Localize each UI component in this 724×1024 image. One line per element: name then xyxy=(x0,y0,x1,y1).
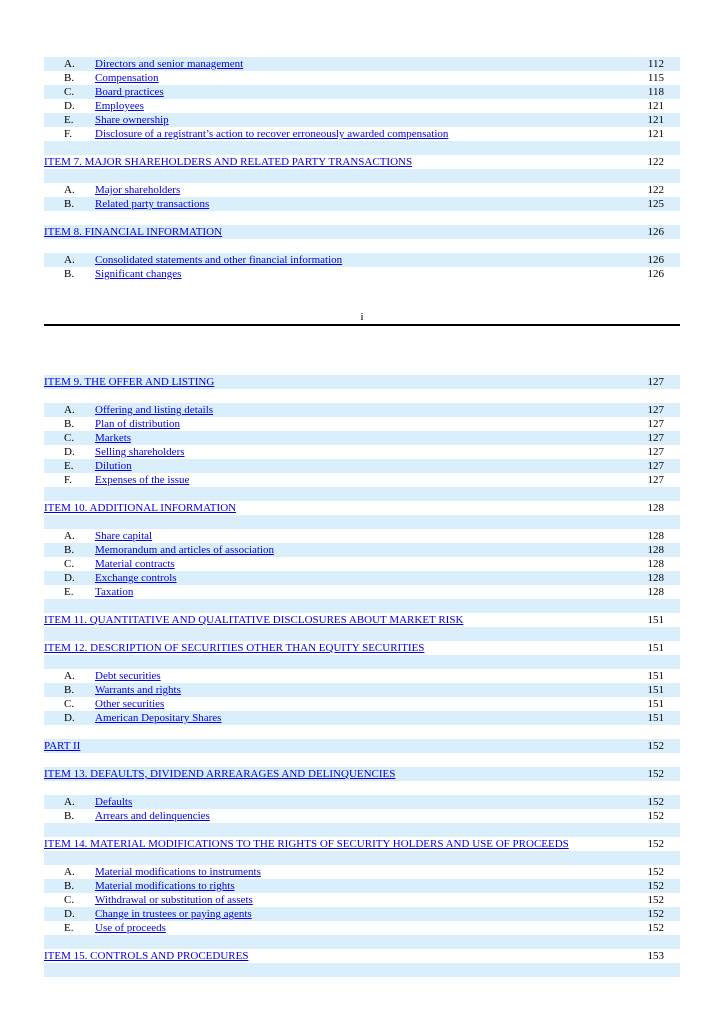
toc-subitem-row xyxy=(44,99,680,113)
toc-subitem-link[interactable]: Debt securities xyxy=(95,670,161,682)
toc-page-number: 127 xyxy=(647,418,664,430)
toc-spacer-row xyxy=(44,781,680,795)
toc-item-row xyxy=(44,837,680,851)
toc-page-number: 152 xyxy=(647,740,664,752)
toc-page-number: 126 xyxy=(647,226,664,238)
toc-subitem-link[interactable]: Compensation xyxy=(95,72,159,84)
toc-subitem-row xyxy=(44,669,680,683)
toc-subitem-row xyxy=(44,253,680,267)
toc-subitem-row xyxy=(44,571,680,585)
toc-subitem-row xyxy=(44,113,680,127)
toc-item-letter: D. xyxy=(64,446,75,458)
toc-page-number: 152 xyxy=(647,796,664,808)
toc-subitem-link[interactable]: Share ownership xyxy=(95,114,169,126)
toc-subitem-link[interactable]: Related party transactions xyxy=(95,198,210,210)
toc-item-letter: E. xyxy=(64,922,74,934)
toc-subitem-link[interactable]: Change in trustees or paying agents xyxy=(95,908,252,920)
toc-page-number: 152 xyxy=(647,922,664,934)
toc-page-number: 115 xyxy=(647,72,664,84)
toc-spacer-row xyxy=(44,655,680,669)
toc-subitem-link[interactable]: Board practices xyxy=(95,86,164,98)
toc-page-number: 151 xyxy=(647,614,664,626)
toc-spacer-row xyxy=(44,963,680,977)
toc-subitem-link[interactable]: Material modifications to instruments xyxy=(95,866,261,878)
toc-subitem-link[interactable]: Taxation xyxy=(95,586,134,598)
page-number: i xyxy=(360,311,364,323)
toc-page-number: 127 xyxy=(647,432,664,444)
toc-subitem-row xyxy=(44,585,680,599)
toc-subitem-row xyxy=(44,57,680,71)
toc-item-link[interactable]: ITEM 13. DEFAULTS, DIVIDEND ARREARAGES AND DELINQUENCIES xyxy=(44,768,396,780)
toc-spacer-row xyxy=(44,389,680,403)
toc-item-row xyxy=(44,613,680,627)
toc-subitem-row xyxy=(44,473,680,487)
toc-subitem-link[interactable]: Expenses of the issue xyxy=(95,474,190,486)
toc-item-letter: F. xyxy=(64,128,72,140)
toc-page-number: 118 xyxy=(647,86,664,98)
toc-subitem-row xyxy=(44,445,680,459)
toc-page-number: 128 xyxy=(647,586,664,598)
toc-subitem-row xyxy=(44,879,680,893)
toc-page-number: 122 xyxy=(647,156,664,168)
toc-page-number: 152 xyxy=(647,880,664,892)
toc-page-number: 152 xyxy=(647,866,664,878)
toc-item-letter: B. xyxy=(64,268,75,280)
toc-subitem-link[interactable]: Withdrawal or substitution of assets xyxy=(95,894,253,906)
toc-item-link[interactable]: ITEM 12. DESCRIPTION OF SECURITIES OTHER THAN EQUITY SECURITIES xyxy=(44,642,425,654)
toc-spacer-row xyxy=(44,599,680,613)
toc-item-letter: A. xyxy=(64,670,75,682)
toc-page-number: 121 xyxy=(647,100,664,112)
toc-page-number: 127 xyxy=(647,404,664,416)
toc-subitem-link[interactable]: Directors and senior management xyxy=(95,58,244,70)
toc-block-top xyxy=(44,57,680,281)
toc-subitem-link[interactable]: Major shareholders xyxy=(95,184,181,196)
toc-page-number: 122 xyxy=(647,184,664,196)
toc-subitem-link[interactable]: Employees xyxy=(95,100,144,112)
toc-subitem-row xyxy=(44,543,680,557)
toc-subitem-link[interactable]: Material contracts xyxy=(95,558,175,570)
toc-subitem-link[interactable]: Other securities xyxy=(95,698,165,710)
toc-item-letter: C. xyxy=(64,558,75,570)
toc-item-link[interactable]: ITEM 15. CONTROLS AND PROCEDURES xyxy=(44,950,249,962)
toc-page-number: 125 xyxy=(647,198,664,210)
toc-page-number: 128 xyxy=(647,572,664,584)
toc-item-letter: E. xyxy=(64,586,74,598)
toc-item-letter: A. xyxy=(64,530,75,542)
toc-item-link[interactable]: ITEM 14. MATERIAL MODIFICATIONS TO THE RIGHTS OF SECURITY HOLDERS AND USE OF PROCEEDS xyxy=(44,838,569,850)
toc-subitem-link[interactable]: Consolidated statements and other financial information xyxy=(95,254,343,266)
toc-item-row xyxy=(44,949,680,963)
toc-page-number: 127 xyxy=(647,460,664,472)
toc-item-letter: E. xyxy=(64,460,74,472)
toc-subitem-link[interactable]: Markets xyxy=(95,432,132,444)
toc-page-number: 128 xyxy=(647,558,664,570)
toc-page-number: 128 xyxy=(647,530,664,542)
toc-page-number: 152 xyxy=(647,894,664,906)
toc-subitem-link[interactable]: American Depositary Shares xyxy=(95,712,222,724)
toc-item-letter: B. xyxy=(64,544,75,556)
toc-item-letter: A. xyxy=(64,58,75,70)
toc-subitem-link[interactable]: Use of proceeds xyxy=(95,922,166,934)
toc-page-number: 128 xyxy=(647,544,664,556)
toc-spacer-row xyxy=(44,627,680,641)
toc-item-letter: D. xyxy=(64,100,75,112)
toc-item-link[interactable]: ITEM 10. ADDITIONAL INFORMATION xyxy=(44,502,237,514)
toc-spacer-row xyxy=(44,823,680,837)
toc-item-row xyxy=(44,155,680,169)
toc-page-number: 151 xyxy=(647,712,664,724)
toc-subitem-link[interactable]: Memorandum and articles of association xyxy=(95,544,275,556)
toc-spacer-row xyxy=(44,935,680,949)
footer-divider xyxy=(44,324,680,326)
toc-item-letter: D. xyxy=(64,572,75,584)
toc-item-letter: D. xyxy=(64,908,75,920)
toc-subitem-row xyxy=(44,865,680,879)
toc-spacer-row xyxy=(44,141,680,155)
toc-page-number: 151 xyxy=(647,698,664,710)
toc-subitem-row xyxy=(44,557,680,571)
toc-spacer-row xyxy=(44,515,680,529)
toc-page-number: 126 xyxy=(647,254,664,266)
toc-page-number: 127 xyxy=(647,376,664,388)
toc-page-number: 127 xyxy=(647,446,664,458)
toc-item-letter: B. xyxy=(64,684,75,696)
toc-item-letter: B. xyxy=(64,880,75,892)
toc-subitem-row xyxy=(44,431,680,445)
toc-item-link[interactable]: ITEM 11. QUANTITATIVE AND QUALITATIVE DISCLOSURES ABOUT MARKET RISK xyxy=(44,614,464,626)
toc-page-number: 151 xyxy=(647,642,664,654)
toc-spacer-row xyxy=(44,211,680,225)
toc-page-number: 121 xyxy=(647,128,664,140)
toc-subitem-link[interactable]: Selling shareholders xyxy=(95,446,185,458)
toc-spacer-row xyxy=(44,851,680,865)
toc-item-row xyxy=(44,739,680,753)
toc-item-row xyxy=(44,375,680,389)
toc-subitem-link[interactable]: Plan of distribution xyxy=(95,418,180,430)
toc-subitem-link[interactable]: Offering and listing details xyxy=(95,404,214,416)
toc-subitem-row xyxy=(44,417,680,431)
toc-item-letter: B. xyxy=(64,810,75,822)
toc-subitem-row xyxy=(44,71,680,85)
toc-page-number: 128 xyxy=(647,502,664,514)
toc-subitem-row xyxy=(44,529,680,543)
toc-page-number: 152 xyxy=(647,838,664,850)
toc-subitem-row xyxy=(44,795,680,809)
toc-page-number: 121 xyxy=(647,114,664,126)
toc-subitem-row xyxy=(44,267,680,281)
toc-item-row xyxy=(44,225,680,239)
toc-subitem-link[interactable]: Warrants and rights xyxy=(95,684,181,696)
toc-subitem-link[interactable]: Dilution xyxy=(95,460,132,472)
toc-subitem-row xyxy=(44,893,680,907)
toc-page-number: 152 xyxy=(647,768,664,780)
toc-item-letter: C. xyxy=(64,432,75,444)
toc-item-letter: A. xyxy=(64,184,75,196)
toc-spacer-row xyxy=(44,725,680,739)
toc-item-letter: A. xyxy=(64,254,75,266)
toc-subitem-row xyxy=(44,197,680,211)
toc-subitem-row xyxy=(44,127,680,141)
toc-item-letter: A. xyxy=(64,866,75,878)
toc-subitem-row xyxy=(44,403,680,417)
toc-block-bottom xyxy=(44,375,680,977)
toc-page-number: 152 xyxy=(647,908,664,920)
toc-page-number: 152 xyxy=(647,810,664,822)
toc-subitem-row xyxy=(44,711,680,725)
toc-spacer-row xyxy=(44,487,680,501)
toc-subitem-link[interactable]: Defaults xyxy=(95,796,133,808)
toc-subitem-row xyxy=(44,809,680,823)
toc-subitem-link[interactable]: Material modifications to rights xyxy=(95,880,235,892)
toc-subitem-link[interactable]: Exchange controls xyxy=(95,572,177,584)
toc-subitem-row xyxy=(44,85,680,99)
toc-subitem-row xyxy=(44,697,680,711)
toc-item-letter: C. xyxy=(64,698,75,710)
toc-page-number: 126 xyxy=(647,268,664,280)
toc-item-letter: B. xyxy=(64,418,75,430)
toc-item-link[interactable]: ITEM 7. MAJOR SHAREHOLDERS AND RELATED PARTY TRANSACTIONS xyxy=(44,156,413,168)
toc-item-letter: C. xyxy=(64,86,75,98)
toc-page-number: 127 xyxy=(647,474,664,486)
toc-item-letter: F. xyxy=(64,474,72,486)
toc-page-number: 151 xyxy=(647,684,664,696)
toc-subitem-row xyxy=(44,683,680,697)
toc-item-letter: A. xyxy=(64,404,75,416)
toc-page-number: 153 xyxy=(647,950,664,962)
toc-item-letter: B. xyxy=(64,72,75,84)
toc-item-letter: C. xyxy=(64,894,75,906)
toc-subitem-link[interactable]: Arrears and delinquencies xyxy=(95,810,210,822)
toc-spacer-row xyxy=(44,753,680,767)
toc-subitem-row xyxy=(44,183,680,197)
toc-spacer-row xyxy=(44,239,680,253)
toc-subitem-row xyxy=(44,921,680,935)
toc-item-letter: E. xyxy=(64,114,74,126)
toc-subitem-link[interactable]: Disclosure of a registrant’s action to recover erroneously awarded compensation xyxy=(95,128,449,140)
toc-subitem-row xyxy=(44,459,680,473)
toc-item-link[interactable]: ITEM 8. FINANCIAL INFORMATION xyxy=(44,226,223,238)
toc-item-row xyxy=(44,641,680,655)
toc-subitem-link[interactable]: Significant changes xyxy=(95,268,182,280)
toc-page-number: 151 xyxy=(647,670,664,682)
toc-subitem-row xyxy=(44,907,680,921)
toc-item-letter: B. xyxy=(64,198,75,210)
toc-subitem-link[interactable]: Share capital xyxy=(95,530,153,542)
page-footer xyxy=(44,311,680,326)
toc-item-letter: A. xyxy=(64,796,75,808)
toc-item-row xyxy=(44,767,680,781)
toc-item-letter: D. xyxy=(64,712,75,724)
toc-page-number: 112 xyxy=(647,58,664,70)
toc-item-link[interactable]: PART II xyxy=(44,740,81,752)
toc-item-link[interactable]: ITEM 9. THE OFFER AND LISTING xyxy=(44,376,215,388)
toc-spacer-row xyxy=(44,169,680,183)
toc-item-row xyxy=(44,501,680,515)
